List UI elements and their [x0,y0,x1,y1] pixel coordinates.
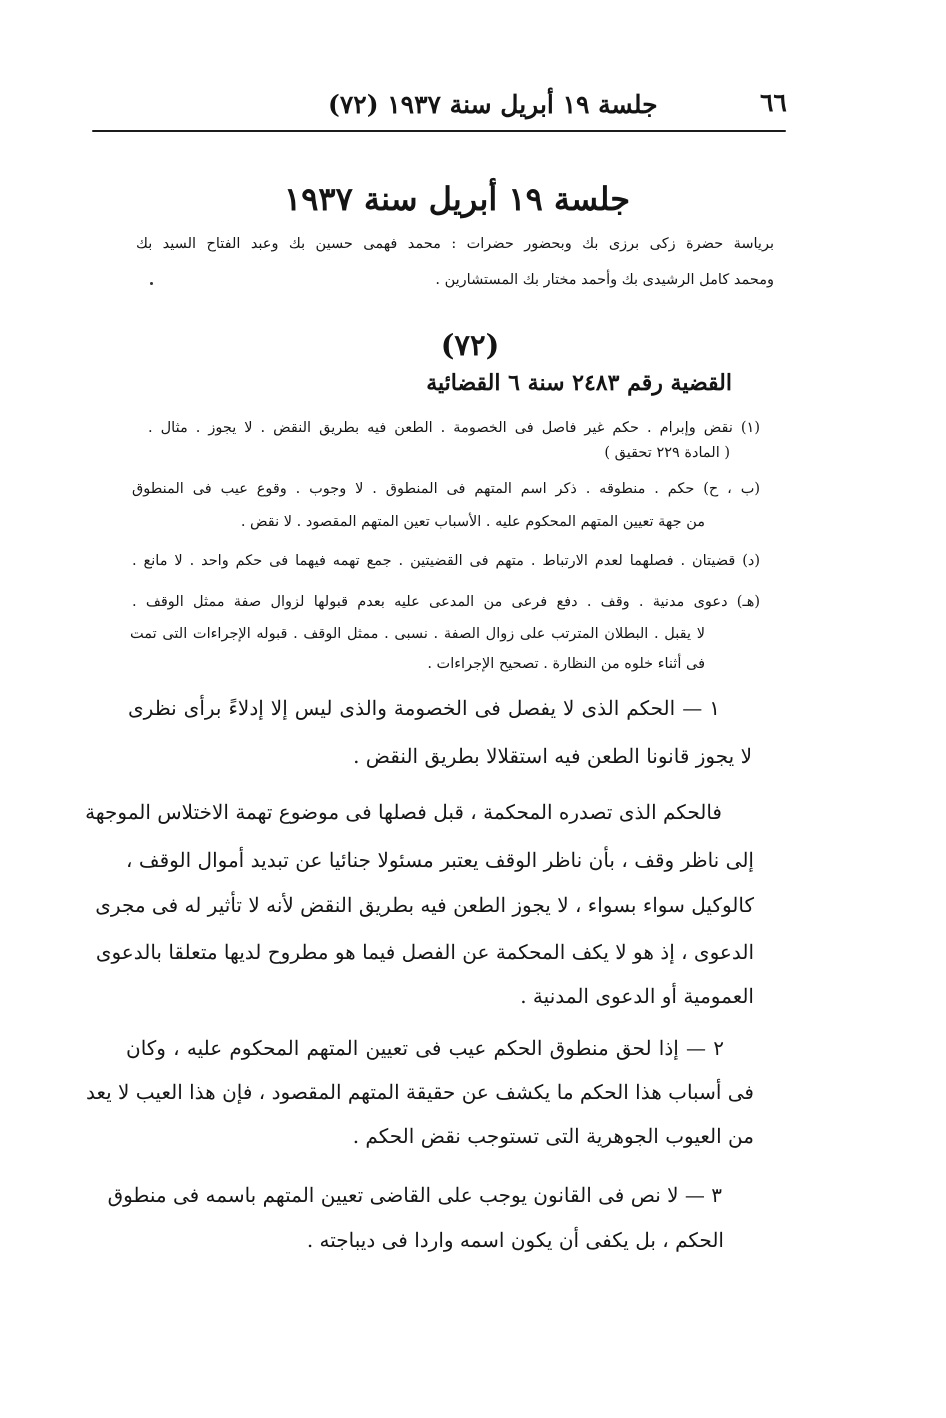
body-line: فالحكم الذى تصدره المحكمة ، قبل فصلها فى موضوع تهمة الاختلاس الموجهة [85,800,722,824]
session-title: جلسة ١٩ أبريل سنة ١٩٣٧ [284,180,630,218]
body-line: كالوكيل سواء بسواء ، لا يجوز الطعن فيه بطريق النقض لأنه لا تأثير له فى مجرى [95,893,754,917]
body-line: الدعوى ، إذ هو لا يكف المحكمة عن الفصل فيما هو مطروح لديها متعلقا بالدعوى [95,940,754,964]
headnote-line: ( المادة ٢٢٩ تحقيق ) [604,445,730,461]
case-number: (٧٢) [440,328,500,362]
body-line: ١ — الحكم الذى لا يفصل فى الخصومة والذى ليس إلا إدلاءً برأى نظرى [128,696,720,720]
body-line: ٣ — لا نص فى القانون يوجب على القاضى تعيين المتهم باسمه فى منطوق [107,1183,722,1207]
presidency-line: ومحمد كامل الرشيدى بك وأحمد مختار بك المستشارين . [435,272,774,288]
body-line: فى أسباب هذا الحكم ما يكشف عن حقيقة المتهم المقصود ، فإن هذا العيب لا يعد [85,1080,754,1104]
running-title: جلسة ١٩ أبريل سنة ١٩٣٧ (٧٢) [328,90,658,119]
headnote-line: (١) نقض وإبرام . حكم غير فاصل فى الخصومة . الطعن فيه بطريق النقض . لا يجوز . مثال . [148,420,760,436]
body-line: لا يجوز قانونا الطعن فيه استقلالا بطريق النقض . [353,744,752,768]
headnote-line: فى أثناء خلوه من النظارة . تصحيح الإجراءات . [427,656,705,672]
page-number: ٦٦ [760,88,787,117]
body-line: ٢ — إذا لحق منطوق الحكم عيب فى تعيين المتهم المحكوم عليه ، وكان [126,1036,724,1060]
body-line: الحكم ، بل يكفى أن يكون اسمه واردا فى ديباجته . [306,1228,724,1252]
body-line: من العيوب الجوهرية التى تستوجب نقض الحكم . [352,1124,754,1148]
headnote-line: لا يقبل . البطلان المترتب على زوال الصفة . نسبى . ممثل الوقف . قبوله الإجراءات التى تمت [130,626,705,642]
body-line: إلى ناظر وقف ، بأن ناظر الوقف يعتبر مسئولا جنائيا عن تبديد أموال الوقف ، [126,848,754,872]
presidency-line: برياسة حضرة زكى برزى بك وبحضور حضرات : محمد فهمى حسين بك وعبد الفتاح السيد بك [136,236,774,252]
headnote-line: (ب ، ح) حكم . منطوقه . ذكر اسم المتهم فى المنطوق . لا وجوب . وقوع عيب فى المنطوق [132,481,760,497]
header-divider [92,130,786,132]
headnote-line: (هـ) دعوى مدنية . وقف . دفع فرعى من المدعى عليه بعدم قبولها لزوال صفة ممثل الوقف . [132,594,760,610]
case-title: القضية رقم ٢٤٨٣ سنة ٦ القضائية [426,370,732,396]
stray-dot [150,282,153,285]
headnote-line: (د) قضيتان . فصلهما لعدم الارتباط . متهم فى القضيتين . جمع تهمه فيهما فى حكم واحد . لا مانع . [132,553,760,569]
body-line: العمومية أو الدعوى المدنية . [520,984,754,1008]
headnote-line: من جهة تعيين المتهم المحكوم عليه . الأسباب تعين المتهم المقصود . لا نقض . [240,514,705,530]
